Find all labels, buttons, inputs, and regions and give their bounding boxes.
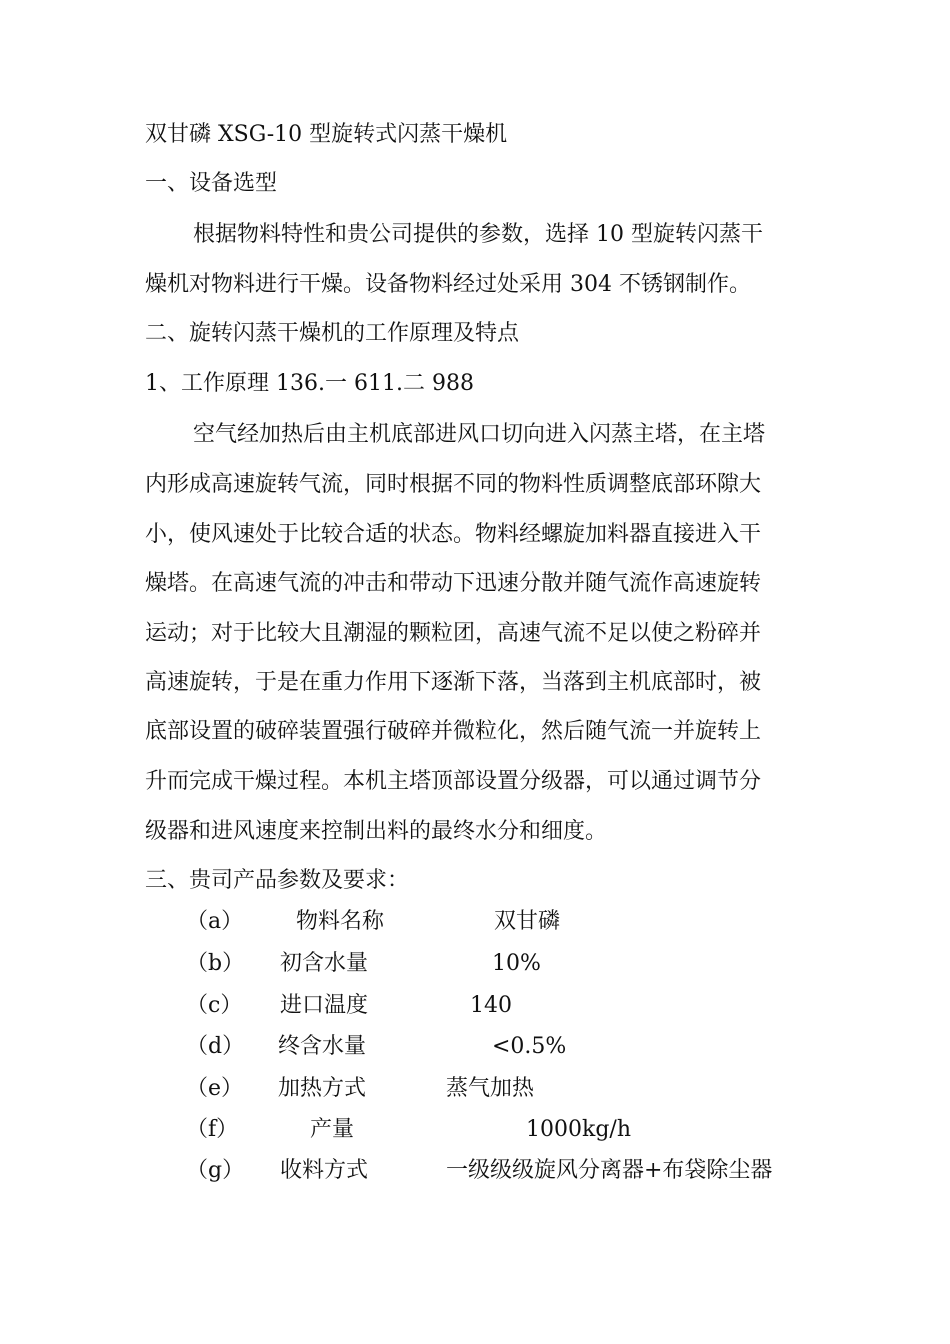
- param-label: （d）: [186, 1034, 245, 1059]
- section2-para-line: 升而完成干燥过程。本机主塔顶部设置分级器，可以通过调节分: [145, 769, 762, 794]
- section3-heading: 三、贵司产品参数及要求：: [145, 868, 410, 893]
- document-title: 双甘磷 XSG-10 型旋转式闪蒸干燥机: [145, 122, 508, 147]
- section2-para-line: 底部设置的破碎装置强行破碎并微粒化，然后随气流一并旋转上: [145, 719, 762, 744]
- param-label: （b）: [186, 951, 245, 976]
- param-value: 双甘磷: [494, 909, 561, 934]
- section2-para-line: 运动；对于比较大且潮湿的颗粒团，高速气流不足以使之粉碎并: [145, 621, 762, 646]
- section1-para-line: 根据物料特性和贵公司提供的参数，选择 10 型旋转闪蒸干: [193, 222, 763, 247]
- param-name: 加热方式: [278, 1076, 367, 1101]
- section2-heading: 二、旋转闪蒸干燥机的工作原理及特点: [145, 321, 520, 346]
- section2-para-line: 燥塔。在高速气流的冲击和带动下迅速分散并随气流作高速旋转: [145, 571, 762, 596]
- section2-para-line: 空气经加热后由主机底部进风口切向进入闪蒸主塔，在主塔: [193, 422, 766, 447]
- param-name: 收料方式: [280, 1158, 369, 1183]
- section2-subheading: 1、工作原理 136.一 611.二 988: [145, 371, 474, 396]
- param-value: 140: [470, 993, 512, 1018]
- param-label: （f）: [186, 1117, 239, 1142]
- section2-para-line: 小，使风速处于比较合适的状态。物料经螺旋加料器直接进入干: [145, 522, 762, 547]
- param-value: 蒸气加热: [446, 1076, 535, 1101]
- param-value: 1000kg/h: [526, 1117, 631, 1142]
- param-name: 终含水量: [278, 1034, 367, 1059]
- param-label: （c）: [186, 993, 243, 1018]
- param-name: 产量: [310, 1117, 355, 1142]
- section2-para-line: 高速旋转，于是在重力作用下逐渐下落，当落到主机底部时，被: [145, 670, 762, 695]
- param-name: 进口温度: [280, 993, 369, 1018]
- param-label: （e）: [186, 1076, 244, 1101]
- section2-para-line: 级器和进风速度来控制出料的最终水分和细度。: [145, 819, 608, 844]
- param-value: 一级级级旋风分离器+布袋除尘器: [446, 1158, 773, 1183]
- param-value: <0.5%: [492, 1034, 567, 1059]
- param-label: （a）: [186, 909, 244, 934]
- param-name: 初含水量: [280, 951, 369, 976]
- param-value: 10%: [492, 951, 541, 976]
- section1-para-line: 燥机对物料进行干燥。设备物料经过处采用 304 不锈钢制作。: [145, 272, 751, 297]
- section1-heading: 一、设备选型: [145, 171, 278, 196]
- param-label: （g）: [186, 1158, 245, 1183]
- section2-para-line: 内形成高速旋转气流，同时根据不同的物料性质调整底部环隙大: [145, 472, 762, 497]
- param-name: 物料名称: [296, 909, 385, 934]
